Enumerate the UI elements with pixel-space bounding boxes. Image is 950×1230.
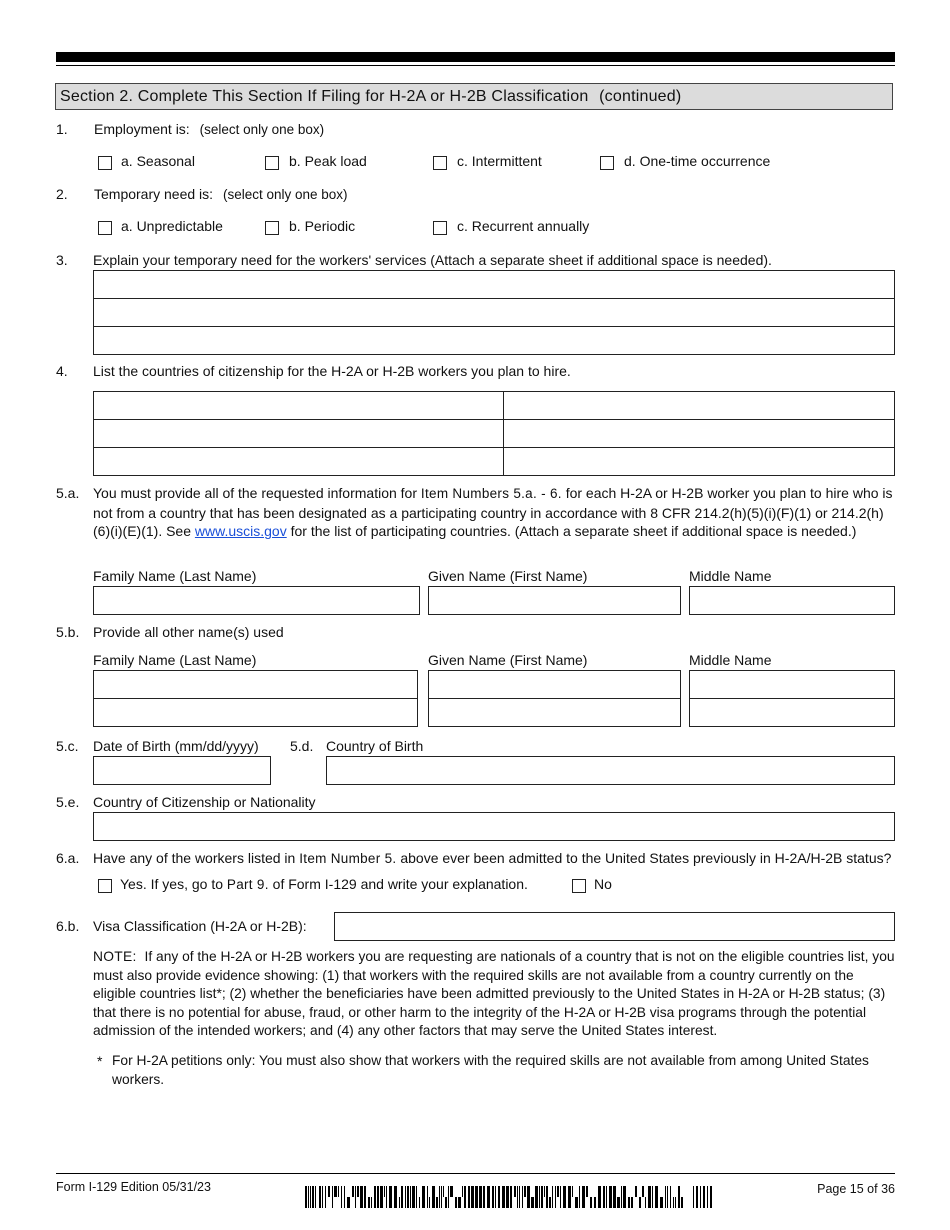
q6a-item-ref: Item Number 5. [299,851,397,866]
q5d-label: Country of Birth [326,738,424,754]
q5b-given-label: Given Name (First Name) [428,652,588,668]
q5a-given-label: Given Name (First Name) [428,568,588,584]
q5b-label: Provide all other name(s) used [93,624,284,640]
q5a-given-name-input[interactable] [428,586,681,615]
q5b-given-name-input-2[interactable] [428,698,681,727]
q5e-number: 5.e. [56,794,80,810]
footer-page-number: Page 15 of 36 [817,1182,895,1196]
q6a-yes-pre: Yes. If yes, go to [120,876,223,892]
q5b-family-name-input-2[interactable] [93,698,418,727]
q5b-middle-label: Middle Name [689,652,772,668]
q6b-number: 6.b. [56,918,80,934]
q1-seasonal-label: a. Seasonal [121,153,195,169]
q5a-item-ref: Item Numbers 5.a. - 6. [420,486,562,501]
q6a-yes-checkbox[interactable] [98,879,112,893]
q6a-no-label: No [594,876,612,892]
note-body: If any of the H-2A or H-2B workers you are requesting are nationals of a country that is not on the eligible countries list, you must also provide evidence showing: (1) that workers with the required skills are not available from a country currently on the eligible countries list*; (2) whether the beneficiaries have been admitted previously to the United States in H-2A or H-2B status; (3) that there is no potential for abuse, fraud, or other harm to the integrity of the H-2A or H-2B visa programs through the potential admission of the intended workers; and (4) any other factors that may serve the United States interest. [93,949,895,1038]
footer-rule [56,1173,895,1174]
q5b-middle-name-input-1[interactable] [689,670,895,699]
q2-recurrent-label: c. Recurrent annually [457,218,590,234]
q5c-number: 5.c. [56,738,79,754]
q2-unpredictable-label: a. Unpredictable [121,218,223,234]
uscis-link[interactable]: www.uscis.gov [194,523,287,539]
section-title: Section 2. Complete This Section If Filing for H-2A or H-2B Classification [60,88,589,105]
q5b-family-label: Family Name (Last Name) [93,652,257,668]
footer-form-id: Form I-129 Edition 05/31/23 [56,1180,211,1194]
q4-number: 4. [56,363,68,379]
visa-classification-input[interactable] [334,912,895,941]
q4-country-field[interactable] [93,447,504,476]
top-thin-rule [56,65,895,66]
barcode [305,1186,713,1208]
q2-recurrent-checkbox[interactable] [433,221,447,235]
q6a-text-post: above ever been admitted to the United States previously in H-2A/H-2B status? [400,850,892,866]
q1-hint: (select only one box) [199,122,325,137]
citizenship-input[interactable] [93,812,895,841]
q6a-yes-ref: Part 9. [226,877,269,892]
q1-label-row [94,120,324,139]
q6a-text-pre: Have any of the workers listed in [93,850,296,866]
q5a-text-post: for the list of participating countries. (Attach a separate sheet if additional space is needed.) [290,523,857,539]
q5a-family-label: Family Name (Last Name) [93,568,257,584]
q5e-label: Country of Citizenship or Nationality [93,794,316,810]
q1-one-time-label: d. One-time occurrence [624,153,771,169]
q6a-number: 6.a. [56,850,80,866]
q4-country-field[interactable] [503,419,895,448]
q5b-family-name-input-1[interactable] [93,670,418,699]
q5d-number: 5.d. [290,738,314,754]
top-thick-rule [56,52,895,62]
date-of-birth-input[interactable] [93,756,271,785]
q1-one-time-checkbox[interactable] [600,156,614,170]
q1-label: Employment is: [94,121,190,137]
q1-number: 1. [56,121,68,137]
q3-number: 3. [56,252,68,268]
q1-intermittent-checkbox[interactable] [433,156,447,170]
q5a-middle-label: Middle Name [689,568,772,584]
section-header [55,83,893,110]
q6a-yes-label [120,876,528,892]
q2-periodic-label: b. Periodic [289,218,356,234]
q5b-middle-name-input-2[interactable] [689,698,895,727]
q4-country-field[interactable] [93,419,504,448]
q2-label: Temporary need is: [94,186,214,202]
q5a-number: 5.a. [56,485,80,501]
q5a-family-name-input[interactable] [93,586,420,615]
q2-unpredictable-checkbox[interactable] [98,221,112,235]
note-heading: NOTE: [93,949,137,964]
q2-hint: (select only one box) [222,187,348,202]
footnote-asterisk: * [97,1053,103,1069]
q1-intermittent-label: c. Intermittent [457,153,542,169]
q1-seasonal-checkbox[interactable] [98,156,112,170]
note-block [93,948,895,1041]
q3-label: Explain your temporary need for the workers' services (Attach a separate sheet if additional space is needed). [93,252,772,268]
q6a-yes-post: of Form I-129 and write your explanation. [272,876,528,892]
country-of-birth-input[interactable] [326,756,895,785]
footnote-text: For H-2A petitions only: You must also show that workers with the required skills are not available from among United States workers. [112,1053,869,1087]
q1-peak-load-label: b. Peak load [289,153,367,169]
q2-periodic-checkbox[interactable] [265,221,279,235]
q4-label: List the countries of citizenship for the H-2A or H-2B workers you plan to hire. [93,363,571,379]
q6a-question [93,849,895,868]
q5a-middle-name-input[interactable] [689,586,895,615]
q5b-given-name-input-1[interactable] [428,670,681,699]
q4-country-field[interactable] [503,447,895,476]
q2-number: 2. [56,186,68,202]
q5a-text-pre: You must provide all of the requested information for [93,485,418,501]
q5a-text-mid: for each H-2A or H-2B worker you plan to hire who is not from a country that has been designated as a participating country in accordance with 8 CFR 214.2(h)(5)(i)(F)(1) or 214.2(h)(6)(i)(E)(1). See [93,485,893,539]
q5b-number: 5.b. [56,624,80,640]
q1-peak-load-checkbox[interactable] [265,156,279,170]
q3-explanation-line-2[interactable] [93,298,895,327]
q3-explanation-line-3[interactable] [93,326,895,355]
q5c-label: Date of Birth (mm/dd/yyyy) [93,738,259,754]
q5a-instructions [93,484,895,541]
q6a-no-checkbox[interactable] [572,879,586,893]
q2-label-row [94,185,348,204]
q6b-label: Visa Classification (H-2A or H-2B): [93,918,307,934]
q4-country-field[interactable] [503,391,895,420]
q4-country-field[interactable] [93,391,504,420]
q3-explanation-line-1[interactable] [93,270,895,299]
section-suffix: (continued) [599,88,682,105]
